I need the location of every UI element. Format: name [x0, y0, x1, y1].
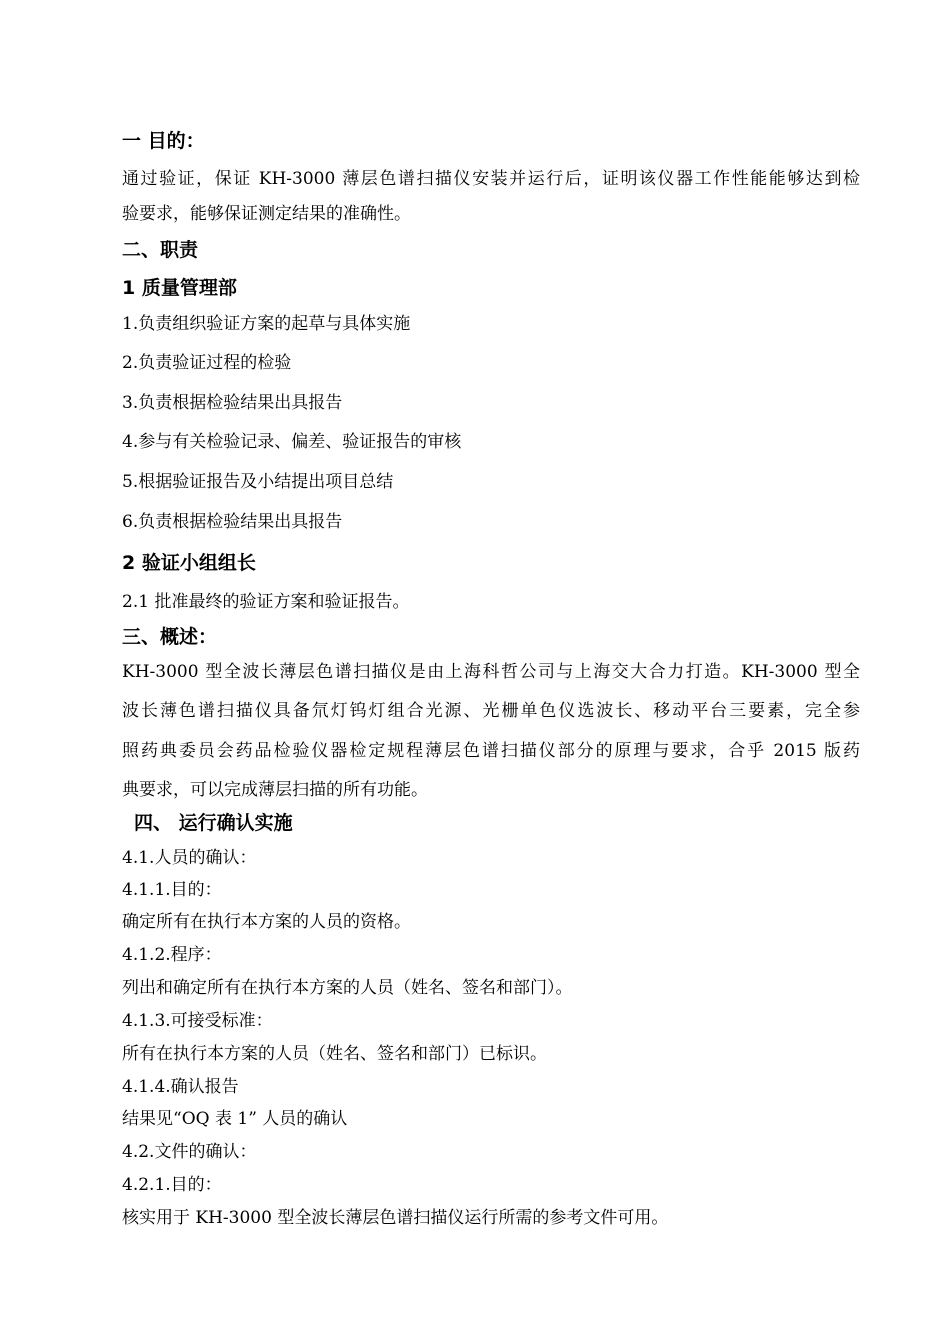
list-item: 2.1 批准最终的验证方案和验证报告。: [122, 592, 410, 612]
list-item: 2.负责验证过程的检验: [122, 353, 292, 373]
section-heading-responsibilities: 二、职责: [122, 239, 199, 261]
text-line: 结果见“OQ 表 1” 人员的确认: [122, 1109, 348, 1129]
text-line: 列出和确定所有在执行本方案的人员（姓名、签名和部门）。: [122, 978, 573, 998]
list-item: 1.负责组织验证方案的起草与具体实施: [122, 314, 411, 334]
paragraph-overview-line-4: 典要求，可以完成薄层扫描的所有功能。: [122, 780, 428, 800]
subheading-quality-dept: 1 质量管理部: [122, 277, 237, 299]
text-line: 4.1.人员的确认：: [122, 848, 257, 868]
paragraph-overview-line-3: 照药典委员会药品检验仪器检定规程薄层色谱扫描仪部分的原理与要求，合乎 2015 版药: [122, 741, 860, 761]
subheading-validation-team-lead: 2 验证小组组长: [122, 552, 256, 574]
list-item: 5.根据验证报告及小结提出项目总结: [122, 472, 394, 492]
text-line: 4.1.4.确认报告: [122, 1077, 239, 1097]
text-line: 4.2.文件的确认：: [122, 1142, 257, 1162]
paragraph-purpose-line-1: 通过验证，保证 KH-3000 薄层色谱扫描仪安装并运行后，证明该仪器工作性能能够达到检: [122, 169, 860, 189]
text-line: 核实用于 KH-3000 型全波长薄层色谱扫描仪运行所需的参考文件可用。: [122, 1208, 669, 1228]
paragraph-overview-line-2: 波长薄色谱扫描仪具备氘灯钨灯组合光源、光栅单色仪选波长、移动平台三要素，完全参: [122, 701, 860, 721]
paragraph-purpose-line-2: 验要求，能够保证测定结果的准确性。: [122, 204, 411, 224]
section-heading-overview: 三、概述：: [122, 626, 218, 648]
paragraph-overview-line-1: KH-3000 型全波长薄层色谱扫描仪是由上海科哲公司与上海交大合力打造。KH-3000 型全: [122, 662, 860, 682]
section-heading-purpose: 一 目的：: [122, 130, 205, 152]
text-line: 4.1.1.目的：: [122, 880, 222, 900]
section-heading-operation-qualification: 四、 运行确认实施: [134, 812, 293, 834]
text-line: 4.2.1.目的：: [122, 1175, 222, 1195]
text-line: 4.1.3.可接受标准：: [122, 1011, 273, 1031]
list-item: 4.参与有关检验记录、偏差、验证报告的审核: [122, 432, 462, 452]
list-item: 3.负责根据检验结果出具报告: [122, 393, 343, 413]
list-item: 6.负责根据检验结果出具报告: [122, 512, 343, 532]
text-line: 确定所有在执行本方案的人员的资格。: [122, 912, 411, 932]
text-line: 4.1.2.程序：: [122, 945, 222, 965]
text-line: 所有在执行本方案的人员（姓名、签名和部门）已标识。: [122, 1044, 547, 1064]
